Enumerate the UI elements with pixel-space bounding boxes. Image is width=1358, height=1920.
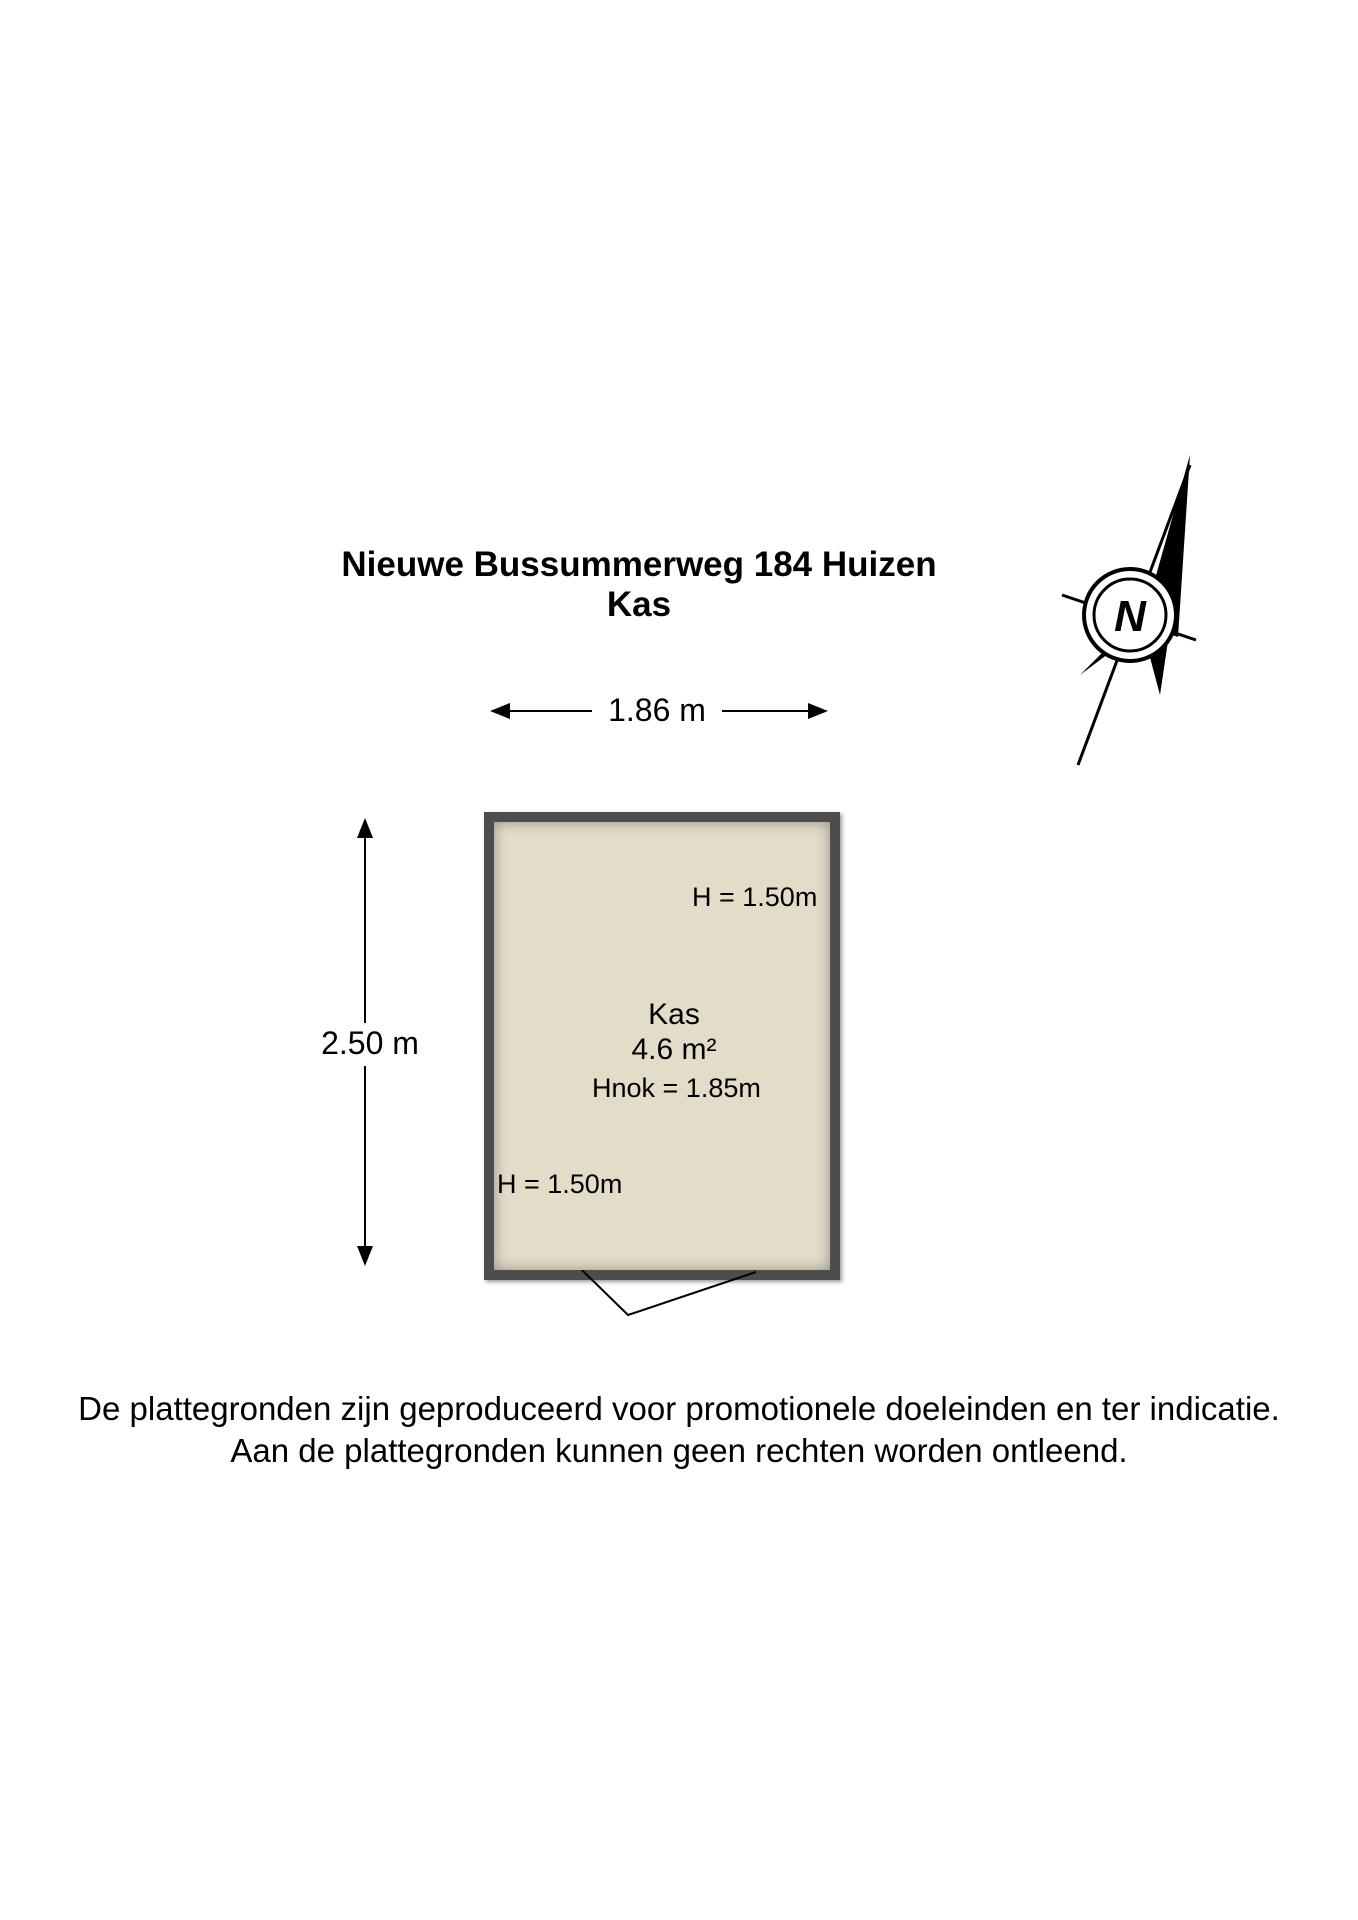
floor-title: Kas xyxy=(606,585,672,624)
disclaimer-line-1: De plattegronden zijn geproduceerd voor promotionele doeleinden en ter indicatie. xyxy=(78,1390,1280,1427)
room-ridge-height: Hnok = 1.85m xyxy=(592,1073,761,1103)
width-line-right xyxy=(722,710,822,712)
room-area: 4.6 m² xyxy=(631,1033,717,1066)
north-arrow-icon xyxy=(1060,455,1220,775)
door-swing-icon xyxy=(560,1270,760,1330)
height-line-bottom xyxy=(364,1066,366,1246)
address-title: Nieuwe Bussummerweg 184 Huizen xyxy=(341,545,937,584)
width-label: 1.86 m xyxy=(608,692,706,728)
room-height-top: H = 1.50m xyxy=(692,882,818,912)
disclaimer-line-2: Aan de plattegronden kunnen geen rechten worden ontleend. xyxy=(230,1432,1128,1469)
arrow-down-icon xyxy=(357,1246,373,1266)
compass-label: N xyxy=(1114,592,1146,641)
arrow-right-icon xyxy=(808,703,828,719)
room-height-bottom: H = 1.50m xyxy=(497,1169,623,1199)
room-name: Kas xyxy=(648,998,700,1031)
height-label: 2.50 m xyxy=(305,1023,435,1063)
width-line-left xyxy=(500,710,592,712)
height-line-top xyxy=(364,830,366,1026)
